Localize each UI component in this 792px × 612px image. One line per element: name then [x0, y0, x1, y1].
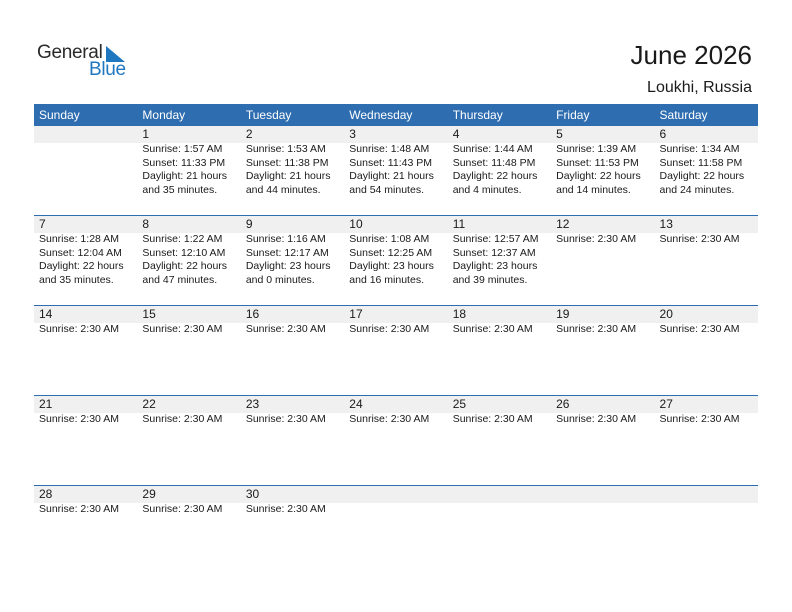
day-cell [241, 486, 344, 576]
day-number: 8 [142, 217, 150, 231]
calendar-week-row [34, 305, 758, 396]
day-sun-info: Sunrise: 2:30 AM [245, 323, 326, 335]
day-cell [241, 126, 344, 216]
day-sun-info: Sunrise: 2:30 AM [142, 503, 223, 515]
day-number [39, 126, 137, 143]
day-sun-info: Sunrise: 2:30 AM [39, 323, 119, 335]
day-number: 20 [659, 307, 673, 321]
day-cell [448, 486, 551, 576]
day-cell [241, 306, 344, 396]
weekday-header [34, 104, 758, 126]
day-number [660, 486, 758, 503]
day-number: 19 [556, 307, 570, 321]
day-number: 30 [245, 487, 260, 501]
day-number [556, 486, 654, 503]
day-sun-info: Sunrise: 2:30 AM [556, 413, 637, 425]
day-cell [344, 216, 447, 306]
day-sun-info: Sunrise: 1:34 AM Sunset: 11:58 PM Daylight: 22 hours and 24 minutes. [659, 143, 745, 196]
day-cell [137, 396, 240, 486]
logo-word-general: General [37, 42, 103, 63]
day-sun-info: Sunrise: 2:30 AM [142, 413, 223, 425]
day-sun-info: Sunrise: 1:08 AM Sunset: 12:25 AM Daylight: 23 hours and 16 minutes. [349, 233, 434, 286]
day-cell [448, 126, 551, 216]
day-sun-info: Sunrise: 2:30 AM [452, 323, 533, 335]
day-sun-info: Sunrise: 12:57 AM Sunset: 12:37 AM Daylight: 23 hours and 39 minutes. [452, 233, 539, 286]
day-number: 12 [556, 217, 570, 231]
day-number: 25 [452, 397, 467, 411]
day-cell [344, 486, 447, 576]
day-sun-info: Sunrise: 1:16 AM Sunset: 12:17 AM Daylight: 23 hours and 0 minutes. [245, 233, 331, 286]
day-cell [655, 396, 758, 486]
day-number: 21 [39, 397, 53, 411]
day-cell [655, 126, 758, 216]
day-sun-info: Sunrise: 2:30 AM [142, 323, 223, 335]
day-cell [241, 396, 344, 486]
day-number: 17 [349, 307, 363, 321]
day-cell [448, 306, 551, 396]
day-cell [448, 216, 551, 306]
day-cell [551, 396, 654, 486]
day-number: 28 [39, 487, 53, 501]
day-sun-info: Sunrise: 2:30 AM [659, 413, 740, 425]
day-sun-info: Sunrise: 1:39 AM Sunset: 11:53 PM Daylight: 22 hours and 14 minutes. [556, 143, 641, 196]
day-sun-info: Sunrise: 2:30 AM [245, 503, 326, 515]
day-cell [34, 216, 137, 306]
day-sun-info: Sunrise: 1:57 AM Sunset: 11:33 PM Daylight: 21 hours and 35 minutes. [142, 143, 228, 196]
day-number: 1 [142, 127, 150, 141]
weekday-sunday: Sunday [39, 108, 80, 122]
day-sun-info: Sunrise: 2:30 AM [556, 233, 637, 245]
day-sun-info: Sunrise: 1:53 AM Sunset: 11:38 PM Daylight: 21 hours and 44 minutes. [245, 143, 331, 196]
day-sun-info: Sunrise: 2:30 AM [659, 323, 740, 335]
day-sun-info: Sunrise: 1:44 AM Sunset: 11:48 PM Daylight: 22 hours and 4 minutes. [452, 143, 538, 196]
day-cell [551, 126, 654, 216]
day-number: 5 [556, 127, 563, 141]
day-number: 22 [142, 397, 156, 411]
day-cell [34, 306, 137, 396]
day-sun-info: Sunrise: 2:30 AM [452, 413, 533, 425]
day-cell [137, 306, 240, 396]
day-sun-info: Sunrise: 2:30 AM [556, 323, 637, 335]
day-number: 16 [245, 307, 260, 321]
day-sun-info: Sunrise: 2:30 AM [245, 413, 326, 425]
weekday-friday: Friday [556, 108, 590, 122]
weekday-saturday: Saturday [659, 108, 708, 122]
day-number [349, 486, 447, 503]
day-number: 2 [245, 127, 253, 141]
day-number: 11 [452, 217, 466, 231]
day-cell [551, 306, 654, 396]
day-cell [551, 216, 654, 306]
day-cell [34, 486, 137, 576]
weekday-monday: Monday [142, 108, 186, 122]
day-cell [655, 306, 758, 396]
day-number: 14 [39, 307, 53, 321]
calendar-week-row [34, 125, 758, 216]
day-number: 15 [142, 307, 156, 321]
day-number: 27 [659, 397, 673, 411]
calendar-week-row [34, 395, 758, 486]
calendar-week-row [34, 215, 758, 306]
day-cell [655, 486, 758, 576]
brand-logo [37, 42, 137, 82]
day-sun-info: Sunrise: 2:30 AM [349, 413, 430, 425]
day-cell [34, 396, 137, 486]
day-number: 23 [245, 397, 260, 411]
day-number: 18 [452, 307, 467, 321]
day-cell [344, 396, 447, 486]
day-cell [241, 216, 344, 306]
day-sun-info: Sunrise: 1:22 AM Sunset: 12:10 AM Daylight: 22 hours and 47 minutes. [142, 233, 228, 286]
weekday-thursday: Thursday [452, 108, 503, 122]
day-sun-info: Sunrise: 2:30 AM [349, 323, 430, 335]
day-cell [655, 216, 758, 306]
day-number: 9 [245, 217, 253, 231]
weekday-wednesday: Wednesday [349, 108, 413, 122]
logo-word-blue: Blue [89, 59, 126, 80]
calendar-week-row [34, 485, 758, 576]
day-cell [448, 396, 551, 486]
day-number: 13 [659, 217, 673, 231]
day-cell [551, 486, 654, 576]
day-sun-info: Sunrise: 2:30 AM [39, 503, 119, 515]
day-cell [137, 126, 240, 216]
page-title: June 2026 [630, 40, 752, 70]
day-cell [344, 306, 447, 396]
day-number: 4 [452, 127, 460, 141]
day-cell [137, 486, 240, 576]
location-subtitle: Loukhi, Russia [647, 79, 752, 96]
day-sun-info: Sunrise: 1:48 AM Sunset: 11:43 PM Daylight: 21 hours and 54 minutes. [349, 143, 434, 196]
day-number: 6 [659, 127, 667, 141]
day-number: 29 [142, 487, 156, 501]
day-sun-info: Sunrise: 2:30 AM [39, 413, 119, 425]
weekday-tuesday: Tuesday [245, 108, 292, 122]
day-number: 7 [39, 217, 46, 231]
day-cell [344, 126, 447, 216]
day-sun-info: Sunrise: 2:30 AM [659, 233, 740, 245]
day-number: 10 [349, 217, 363, 231]
day-number: 24 [349, 397, 363, 411]
day-number: 3 [349, 127, 356, 141]
day-sun-info: Sunrise: 1:28 AM Sunset: 12:04 AM Daylight: 22 hours and 35 minutes. [39, 233, 124, 286]
day-number [453, 486, 551, 503]
day-number: 26 [556, 397, 570, 411]
day-cell [34, 126, 137, 216]
day-cell [137, 216, 240, 306]
